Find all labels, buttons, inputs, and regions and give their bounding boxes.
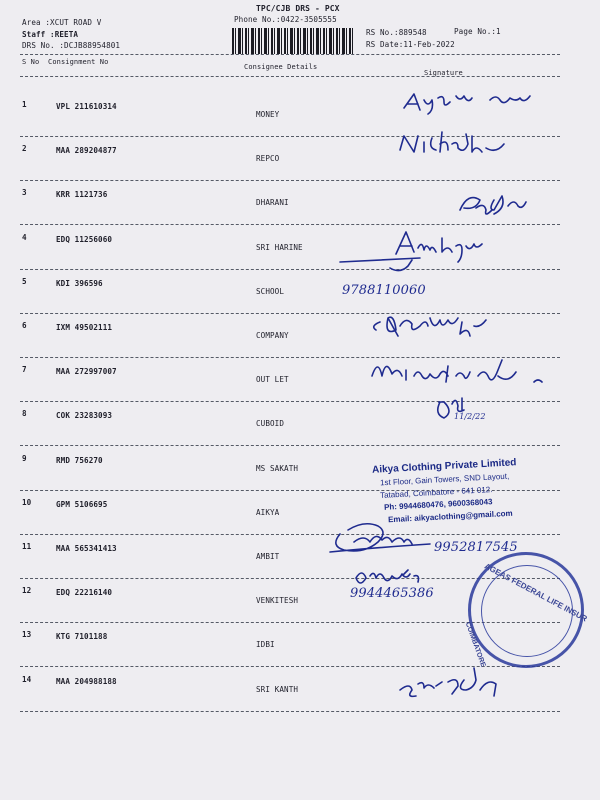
row-consignee: REPCO	[256, 154, 280, 164]
handwritten-date-row8: 11/2/22	[454, 412, 486, 421]
row-divider	[20, 180, 560, 181]
row-sno: 9	[22, 453, 27, 463]
row-consignment-no: KRR 1121736	[56, 190, 108, 200]
header-divider	[20, 54, 560, 55]
row-consignment-no: EDQ 22216140	[56, 588, 113, 598]
row-consignee: VENKITESH	[256, 596, 299, 606]
signature-row12	[356, 570, 419, 583]
area-label: Area :XCUT ROAD V	[22, 18, 102, 27]
row-consignment-no: KTG 7101188	[56, 632, 108, 642]
phone-number: Phone No.:0422-3505555	[234, 15, 337, 24]
row-sno: 11	[22, 542, 32, 551]
company-stamp-name: Aikya Clothing Private Limited	[371, 457, 517, 476]
row-consignee: SRI HARINE	[256, 242, 303, 252]
staff-label: Staff :REETA	[22, 30, 79, 39]
company-stamp-line1: 1st Floor, Gain Towers, SND Layout,	[379, 471, 510, 488]
row-consignee: IDBI	[256, 640, 275, 650]
round-stamp-top-text: AGEAS FEDERAL LIFE INSUR	[482, 561, 589, 624]
row-sno: 8	[22, 409, 27, 419]
handwritten-phone-row11: 9952817545	[434, 540, 518, 555]
handwritten-phone-row5: 9788110060	[342, 283, 426, 298]
row-divider	[20, 534, 560, 535]
signature-row2	[400, 132, 504, 152]
handwritten-phone-row12: 9944465386	[350, 586, 434, 601]
row-divider	[20, 357, 560, 358]
row-divider	[20, 711, 560, 712]
row-consignee: DHARANI	[256, 198, 289, 208]
row-consignee: SCHOOL	[256, 286, 285, 296]
row-consignment-no: COK 23283093	[56, 411, 113, 421]
row-sno: 5	[22, 276, 27, 286]
company-stamp-line3: Ph: 9944680476, 9600368043	[383, 497, 493, 512]
row-consignment-no: MAA 289204877	[56, 146, 117, 156]
row-sno: 6	[22, 321, 27, 330]
row-consignee: OUT LET	[256, 375, 289, 385]
row-consignment-no: GPM 5106695	[56, 499, 108, 509]
row-consignment-no: RMD 756270	[56, 455, 103, 465]
signature-row6	[372, 360, 542, 382]
row-consignee: MONEY	[256, 110, 280, 119]
row-divider	[20, 136, 560, 137]
column-consignee: Consignee Details	[244, 63, 318, 71]
row-divider	[20, 224, 560, 225]
signature-row5	[374, 317, 486, 336]
row-consignee: SRI KANTH	[256, 684, 299, 694]
row-consignee: MS SAKATH	[256, 463, 299, 473]
row-sno: 1	[22, 100, 27, 109]
column-sno: S No	[22, 58, 40, 66]
row-consignee: CUBOID	[256, 419, 285, 429]
row-sno: 4	[22, 232, 27, 242]
row-divider	[20, 269, 560, 270]
signature-row1	[404, 94, 530, 114]
row-consignment-no: EDQ 11256060	[56, 234, 113, 244]
drs-number: DRS No. :DCJB88954801	[22, 41, 121, 50]
row-divider	[20, 445, 560, 446]
signature-row4	[340, 232, 482, 271]
row-sno: 14	[22, 674, 32, 684]
row-consignment-no: KDI 396596	[56, 278, 103, 288]
row-consignment-no: MAA 272997007	[56, 367, 117, 377]
row-sno: 13	[22, 630, 32, 640]
round-stamp-left-text: COIMBATORE	[463, 621, 487, 669]
row-sno: 2	[22, 144, 27, 154]
row-sno: 10	[22, 497, 32, 507]
row-sno: 12	[22, 586, 32, 596]
row-sno: 3	[22, 188, 27, 198]
row-divider	[20, 313, 560, 314]
rs-date: RS Date:11-Feb-2022	[366, 40, 455, 49]
barcode	[232, 28, 354, 54]
signature-row11	[330, 524, 430, 552]
row-consignment-no: IXM 49502111	[56, 323, 113, 332]
row-consignment-no: MAA 204988188	[56, 676, 117, 686]
row-consignment-no: VPL 211610314	[56, 102, 117, 111]
column-consignment: Consignment No	[48, 58, 109, 66]
row-sno: 7	[22, 365, 27, 375]
signature-row3	[460, 196, 526, 214]
row-consignment-no: MAA 565341413	[56, 544, 117, 553]
row-divider	[20, 401, 560, 402]
row-consignee: AIKYA	[256, 507, 280, 517]
signature-row14	[400, 668, 496, 696]
row-consignee: COMPANY	[256, 331, 289, 340]
company-stamp-line2: Tatabad, Coimbatore - 641 012.	[379, 485, 493, 500]
company-stamp-line4: Email: aikyaclothing@gmail.com	[387, 508, 513, 525]
page-number: Page No.:1	[454, 27, 501, 36]
row-consignee: AMBIT	[256, 552, 280, 561]
rs-number: RS No.:889548	[366, 28, 427, 37]
column-divider	[20, 76, 560, 77]
round-insurer-stamp	[463, 552, 589, 669]
column-signature: Signature	[424, 69, 463, 77]
sheet-title: TPC/CJB DRS - PCX	[256, 4, 340, 13]
